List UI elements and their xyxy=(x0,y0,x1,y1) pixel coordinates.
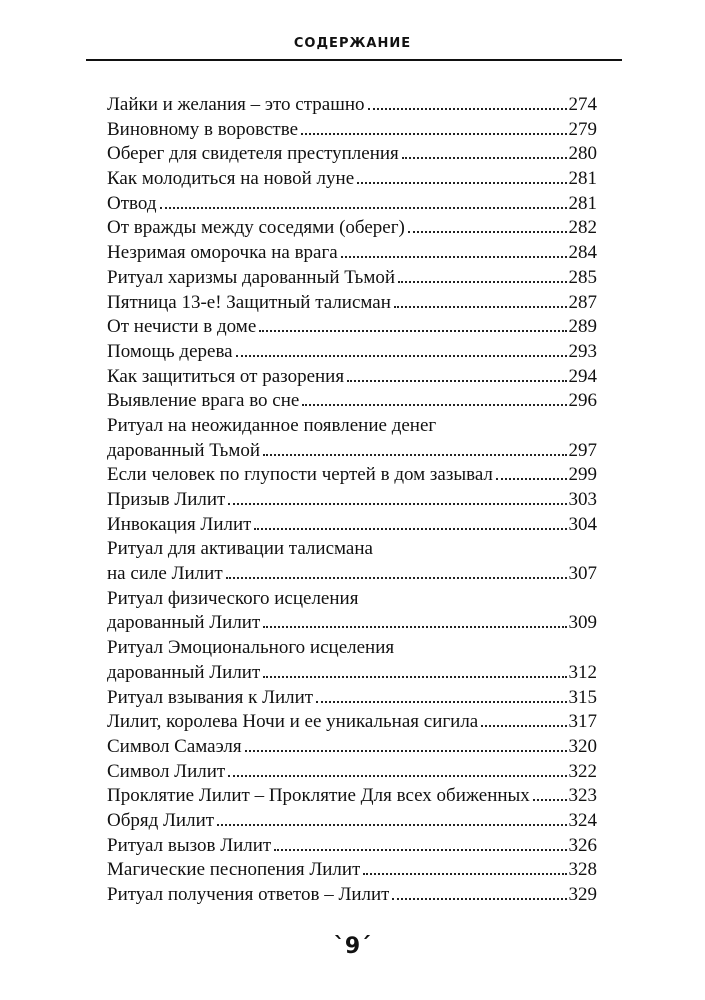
toc-entry xyxy=(107,266,597,291)
toc-entry xyxy=(107,93,597,118)
dot-leader xyxy=(245,750,567,752)
toc-entry-line xyxy=(107,611,597,636)
dot-leader xyxy=(316,701,566,703)
dot-leader xyxy=(481,725,566,727)
toc-entry-line xyxy=(107,439,597,464)
toc-entry-title: Обряд Лилит xyxy=(107,809,215,831)
toc-entry-page-number: 315 xyxy=(568,686,597,708)
toc-entry xyxy=(107,216,597,241)
toc-entry-title: Символ Самаэля xyxy=(107,735,242,757)
toc-entry xyxy=(107,389,597,414)
dot-leader xyxy=(228,775,566,777)
toc-entry xyxy=(107,291,597,316)
toc-entry xyxy=(107,340,597,365)
toc-entry-title: Если человек по глупости чертей в дом зазывал xyxy=(107,464,493,486)
dot-leader xyxy=(302,404,566,406)
toc-entry-line xyxy=(107,883,597,908)
toc-entry xyxy=(107,858,597,883)
toc-entry xyxy=(107,784,597,809)
dot-leader xyxy=(394,306,567,308)
dot-leader xyxy=(236,355,567,357)
table-of-contents xyxy=(107,93,597,908)
toc-entry-line xyxy=(107,858,597,883)
toc-entry-page-number: 297 xyxy=(568,439,597,461)
toc-entry-title: От нечисти в доме xyxy=(107,316,257,338)
toc-entry xyxy=(107,760,597,785)
dot-leader xyxy=(160,207,567,209)
toc-entry-line xyxy=(107,93,597,118)
toc-entry-line xyxy=(107,340,597,365)
toc-entry-line xyxy=(107,809,597,834)
toc-entry-page-number: 320 xyxy=(568,735,597,757)
toc-entry xyxy=(107,513,597,538)
toc-entry xyxy=(107,365,597,390)
dot-leader xyxy=(263,626,566,628)
toc-entry xyxy=(107,167,597,192)
toc-entry-title: дарованный Лилит xyxy=(107,661,261,683)
toc-entry-title: дарованный Лилит xyxy=(107,612,261,634)
toc-entry-page-number: 282 xyxy=(568,217,597,239)
toc-entry xyxy=(107,241,597,266)
toc-entry-page-number: 281 xyxy=(568,192,597,214)
dot-leader xyxy=(496,478,567,480)
toc-entry xyxy=(107,142,597,167)
toc-entry xyxy=(107,414,597,463)
toc-entry-page-number: 287 xyxy=(568,291,597,313)
toc-entry-page-number: 274 xyxy=(568,94,597,115)
dot-leader xyxy=(368,108,567,110)
toc-entry-page-number: 296 xyxy=(568,390,597,412)
toc-entry xyxy=(107,834,597,859)
toc-entry-page-number: 329 xyxy=(568,884,597,905)
toc-entry-title: Оберег для свидетеля преступления xyxy=(107,143,399,165)
toc-entry-page-number: 307 xyxy=(568,563,597,585)
toc-entry-page-number: 279 xyxy=(568,118,597,140)
toc-entry-line xyxy=(107,784,597,809)
toc-entry-title: Ритуал получения ответов – Лилит xyxy=(107,884,390,905)
toc-entry xyxy=(107,192,597,217)
toc-entry-title: Лилит, королева Ночи и ее уникальная сигила xyxy=(107,711,479,733)
toc-entry-line xyxy=(107,192,597,217)
toc-entry-page-number: 326 xyxy=(568,834,597,856)
toc-entry-page-number: 309 xyxy=(568,612,597,634)
toc-entry xyxy=(107,315,597,340)
toc-entry-page-number: 303 xyxy=(568,489,597,510)
dot-leader xyxy=(347,380,566,382)
dot-leader xyxy=(398,281,566,283)
toc-entry-line xyxy=(107,216,597,241)
dot-leader xyxy=(228,503,566,505)
dot-leader xyxy=(408,231,567,233)
toc-entry-line xyxy=(107,389,597,414)
toc-entry xyxy=(107,537,597,586)
dot-leader xyxy=(226,577,567,579)
toc-entry xyxy=(107,710,597,735)
dot-leader xyxy=(263,454,566,456)
toc-entry-title: Лайки и желания – это страшно xyxy=(107,94,365,115)
toc-entry-page-number: 312 xyxy=(568,661,597,683)
toc-entry-line xyxy=(107,315,597,340)
toc-entry-line xyxy=(107,463,597,488)
toc-entry xyxy=(107,636,597,685)
toc-entry-page-number: 289 xyxy=(568,316,597,338)
toc-entry-line xyxy=(107,118,597,143)
toc-entry-title: Как молодиться на новой луне xyxy=(107,168,355,190)
toc-entry xyxy=(107,735,597,760)
dot-leader xyxy=(254,528,566,530)
toc-entry-page-number: 284 xyxy=(568,242,597,264)
toc-entry-title: Символ Лилит xyxy=(107,760,226,782)
toc-entry-line xyxy=(107,142,597,167)
toc-entry-title: От вражды между соседями (оберег) xyxy=(107,217,405,239)
toc-entry-line xyxy=(107,513,597,538)
dot-leader xyxy=(392,898,566,900)
toc-entry xyxy=(107,463,597,488)
toc-entry-title: Призыв Лилит xyxy=(107,489,226,510)
toc-entry-title: на силе Лилит xyxy=(107,563,223,585)
toc-entry-line xyxy=(107,686,597,711)
toc-entry-title-first-line: Ритуал Эмоционального исцеления xyxy=(107,637,395,659)
toc-entry-title: Виновному в воровстве xyxy=(107,118,299,140)
toc-entry-title: Незримая оморочка на врага xyxy=(107,242,338,264)
toc-entry-title: Ритуал взывания к Лилит xyxy=(107,686,314,708)
toc-entry xyxy=(107,488,597,513)
dot-leader xyxy=(363,873,566,875)
toc-entry-page-number: 328 xyxy=(568,859,597,881)
toc-entry-title: Помощь дерева xyxy=(107,340,233,362)
toc-entry-line xyxy=(107,735,597,760)
dot-leader xyxy=(217,824,566,826)
toc-entry-line xyxy=(107,241,597,266)
dot-leader xyxy=(402,157,567,159)
toc-entry-title-first-line: Ритуал физического исцеления xyxy=(107,587,359,609)
toc-entry-line xyxy=(107,266,597,291)
toc-entry-line xyxy=(107,760,597,785)
toc-entry-page-number: 299 xyxy=(568,464,597,486)
toc-entry-title: Инвокация Лилит xyxy=(107,513,252,535)
toc-entry-title: Отвод xyxy=(107,192,157,214)
toc-entry-title: дарованный Тьмой xyxy=(107,439,261,461)
toc-entry-title: Магические песнопения Лилит xyxy=(107,859,361,881)
toc-entry xyxy=(107,686,597,711)
toc-entry-line xyxy=(107,291,597,316)
section-header-title: СОДЕРЖАНИЕ xyxy=(293,36,412,51)
toc-entry-line xyxy=(107,710,597,735)
toc-entry-title-first-line: Ритуал для активации талисмана xyxy=(107,538,373,560)
toc-entry-line xyxy=(107,562,597,587)
toc-entry-title: Ритуал вызов Лилит xyxy=(107,834,272,856)
toc-entry-page-number: 304 xyxy=(568,513,597,535)
toc-entry-page-number: 285 xyxy=(568,266,597,288)
toc-entry-page-number: 322 xyxy=(568,760,597,782)
toc-entry-title: Ритуал харизмы дарованный Тьмой xyxy=(107,266,396,288)
toc-entry xyxy=(107,587,597,636)
toc-entry-page-number: 293 xyxy=(568,340,597,362)
toc-entry xyxy=(107,118,597,143)
page-number: `9´ xyxy=(333,934,372,959)
dot-leader xyxy=(357,182,566,184)
toc-entry-line xyxy=(107,834,597,859)
toc-entry-title: Пятница 13-е! Защитный талисман xyxy=(107,291,391,313)
toc-entry xyxy=(107,809,597,834)
toc-entry-title: Выявление врага во сне xyxy=(107,390,300,412)
dot-leader xyxy=(274,849,566,851)
toc-entry-title: Как защититься от разорения xyxy=(107,365,345,387)
toc-entry-page-number: 294 xyxy=(568,365,597,387)
toc-entry-page-number: 317 xyxy=(568,711,597,733)
toc-entry-page-number: 323 xyxy=(568,785,597,807)
toc-entry-line xyxy=(107,661,597,686)
toc-entry-line xyxy=(107,167,597,192)
dot-leader xyxy=(341,256,567,258)
toc-entry-line xyxy=(107,365,597,390)
dot-leader xyxy=(259,330,566,332)
toc-entry-page-number: 280 xyxy=(568,143,597,165)
toc-entry-line xyxy=(107,488,597,513)
dot-leader xyxy=(263,676,566,678)
toc-entry xyxy=(107,883,597,908)
header-divider xyxy=(86,59,622,61)
toc-entry-page-number: 324 xyxy=(568,809,597,831)
dot-leader xyxy=(301,133,566,135)
toc-entry-title-first-line: Ритуал на неожиданное появление денег xyxy=(107,414,437,436)
toc-entry-title: Проклятие Лилит – Проклятие Для всех обиженных xyxy=(107,785,530,807)
toc-entry-page-number: 281 xyxy=(568,168,597,190)
dot-leader xyxy=(533,799,567,801)
